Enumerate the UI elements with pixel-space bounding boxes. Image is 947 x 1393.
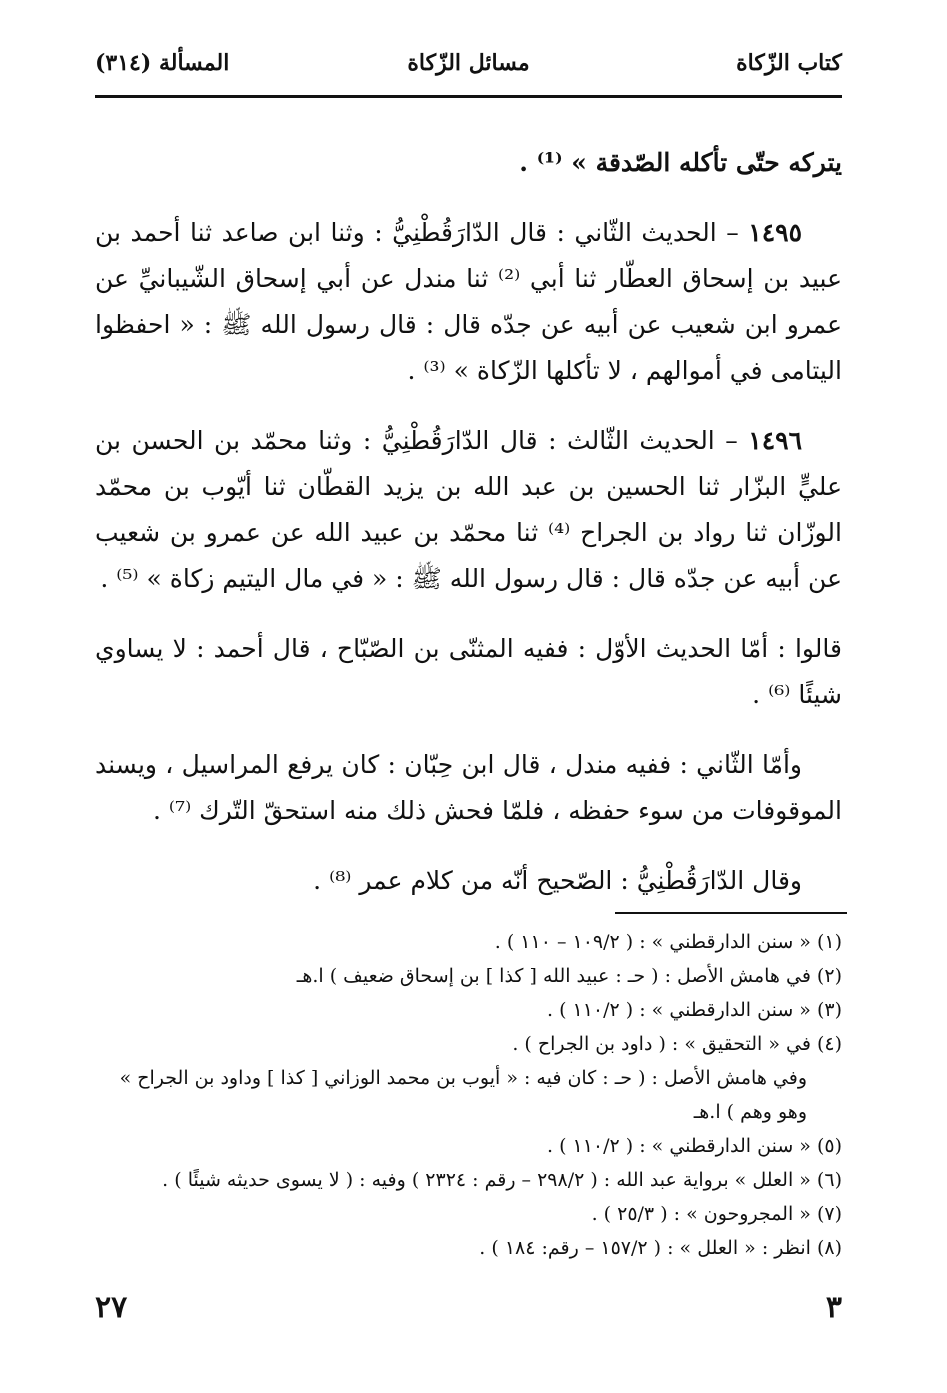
running-header xyxy=(95,50,842,90)
hadith-number: ١٤٩٦ xyxy=(748,426,802,455)
paragraph-continuation: يتركه حتّى تأكله الصّدقة » ⁽¹⁾ . xyxy=(519,148,842,177)
footnote: (٢) في هامش الأصل : ( حـ : عبيد الله [ كذا ] بن إسحاق ضعيف ) ا.هـ xyxy=(296,965,842,987)
footnote: (٤) في « التحقيق » : ( داود بن الجراح ) . xyxy=(512,1033,842,1055)
footnote: (١) « سنن الدارقطني » : ( ١٠٩/٢ – ١١٠ ) . xyxy=(494,931,842,953)
section-title: مسائل الزّكاة xyxy=(407,50,530,76)
book-title: كتاب الزّكاة xyxy=(736,50,842,76)
issue-number: المسألة (٣١٤) xyxy=(95,50,230,76)
hadith-number: ١٤٩٥ xyxy=(748,218,802,247)
footnote: (٧) « المجروحون » : ( ٢٥/٣ ) . xyxy=(591,1203,842,1225)
main-text xyxy=(95,140,842,928)
page-number: ٢٧ xyxy=(95,1290,128,1325)
footnote-rule xyxy=(615,912,847,914)
footnote: (٦) « العلل » برواية عبد الله : ( ٢٩٨/٢ – رقم : ٢٣٢٤ ) وفيه : ( لا يسوى حديثه شيئًا ) . xyxy=(162,1169,842,1191)
hadith-1495 xyxy=(95,210,842,394)
commentary-daraqutni: وقال الدّارَقُطْنِيُّ : الصّحيح أنّه من كلام عمر ⁽⁸⁾ . xyxy=(313,866,802,895)
footnotes xyxy=(95,925,842,1265)
hadith-text: – الحديث الثّاني : قال الدّارَقُطْنِيُّ : وثنا ابن صاعد ثنا أحمد بن عبيد بن إسحاق العطّار ثنا أبي ⁽²⁾ ثنا مندل عن أبي إسحاق الشّيبانيِّ عن عمرو ابن شعيب عن أبيه عن جدّه قال : قال رسول الله ﷺ : « احفظوا اليتامى في أموالهم ، لا تأكلها الزّكاة » ⁽³⁾ . xyxy=(95,218,842,385)
footnote: (٥) « سنن الدارقطني » : ( ١١٠/٢ ) . xyxy=(546,1135,842,1157)
commentary-second: وأمّا الثّاني : ففيه مندل ، قال ابن حِبّان : كان يرفع المراسيل ، ويسند الموقوفات من سوء حفظه ، فلمّا فحش ذلك منه استحقّ التّرك ⁽⁷⁾ . xyxy=(95,750,842,825)
hadith-text: – الحديث الثّالث : قال الدّارَقُطْنِيُّ : وثنا محمّد بن الحسن بن عليٍّ البزّار ثنا الحسين بن عبد الله بن يزيد القطّان ثنا أيّوب بن محمّد الوزّان ثنا رواد بن الجراح ⁽⁴⁾ ثنا محمّد بن عبيد الله عن عمرو بن شعيب عن أبيه عن جدّه قال : قال رسول الله ﷺ : « في مال اليتيم زكاة » ⁽⁵⁾ . xyxy=(95,426,842,593)
footnote: (٨) انظر : « العلل » : ( ١٥٧/٢ – رقم: ١٨٤ ) . xyxy=(479,1237,842,1259)
footnote: (٣) « سنن الدارقطني » : ( ١١٠/٢ ) . xyxy=(546,999,842,1021)
page-number-volume: ٣ xyxy=(825,1290,842,1325)
footnote-continuation: وفي هامش الأصل : ( حـ : كان فيه : « أيوب بن محمد الوزاني [ كذا ] وداود بن الجراح » وهو وهم ) ا.هـ xyxy=(119,1067,807,1123)
commentary-first: قالوا : أمّا الحديث الأوّل : ففيه المثنّى بن الصّبّاح ، قال أحمد : لا يساوي شيئًا ⁽⁶⁾ . xyxy=(95,634,842,709)
hadith-1496 xyxy=(95,418,842,602)
header-rule xyxy=(95,95,842,98)
